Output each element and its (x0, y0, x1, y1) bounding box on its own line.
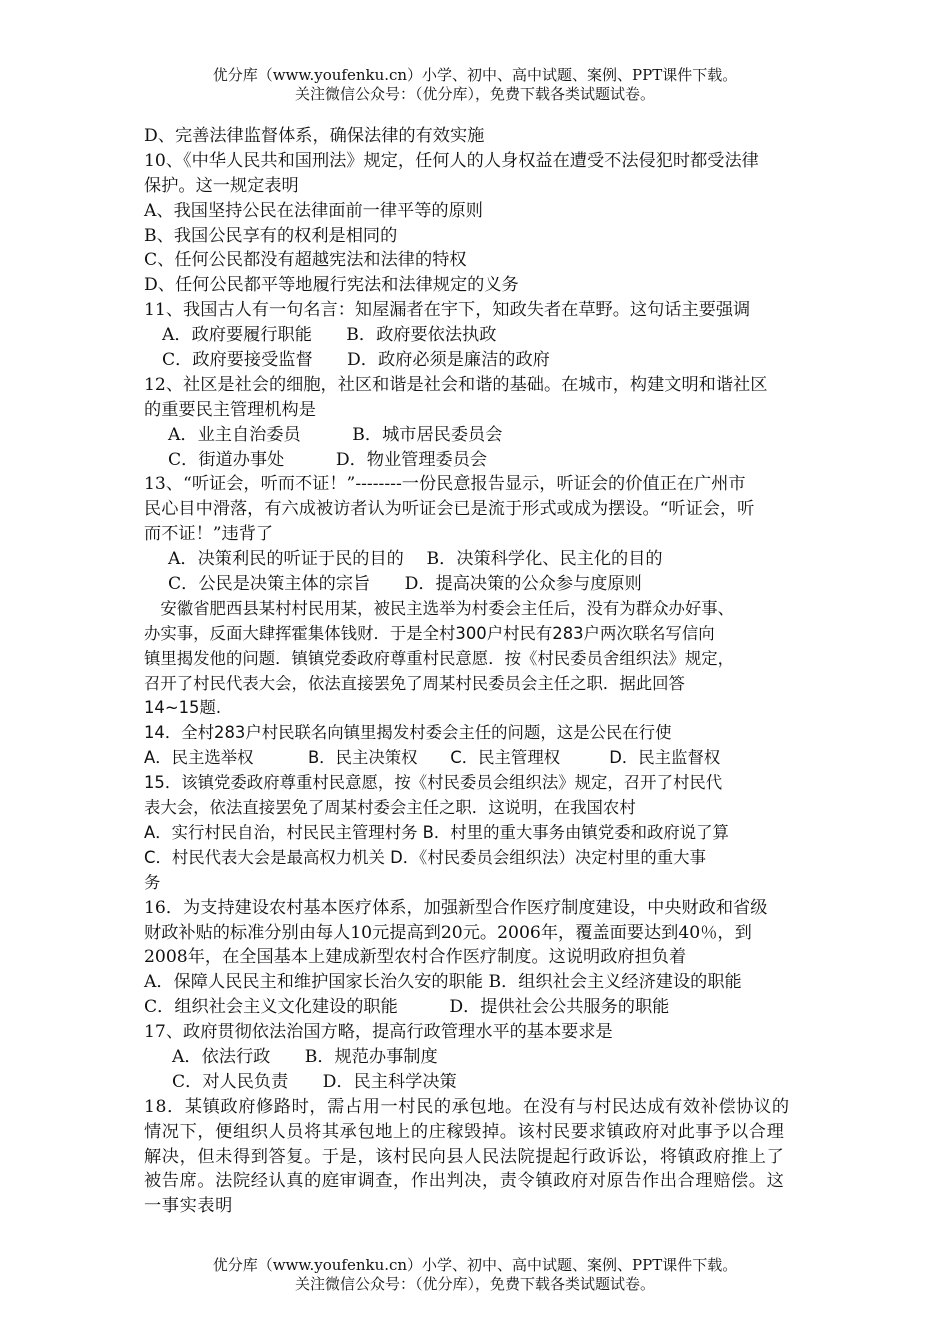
text-line: 保护。这一规定表明 (144, 175, 299, 196)
question-16: 16．为支持建设农村基本医疗体系，加强新型合作医疗制度建设，中央财政和省级 (144, 897, 768, 918)
option-line: D、任何公民都平等地履行宪法和法律规定的义务 (144, 275, 519, 296)
option-line: A、我国坚持公民在法律面前一律平等的原则 (144, 200, 483, 221)
text-line: 一事实表明 (144, 1196, 233, 1217)
question-15: 15．该镇党委政府尊重村民意愿，按《村民委员会组织法》规定，召开了村民代 (144, 773, 723, 793)
option-line: A．依法行政 B．规范办事制度 (172, 1046, 438, 1067)
question-11: 11、我国古人有一句名言：知屋漏者在宇下，知政失者在草野。这句话主要强调 (144, 300, 751, 321)
option-line: A．业主自治委员 B．城市居民委员会 (168, 424, 503, 445)
passage-line: 镇里揭发他的问题．镇镇党委政府尊重村民意愿．按《村民委员舍组织法》规定， (144, 648, 735, 668)
question-14: 14．全村283户村民联名向镇里揭发村委会主任的问题，这是公民在行使 (144, 723, 672, 743)
footer-line-1: 优分库（www.youfenku.cn）小学、初中、高中试题、案例、PPT课件下载。 (212, 1256, 738, 1274)
header-line-1: 优分库（www.youfenku.cn）小学、初中、高中试题、案例、PPT课件下载。 (212, 66, 738, 84)
option-line: C．街道办事处 D．物业管理委员会 (168, 449, 488, 470)
text-line: 务 (144, 872, 161, 892)
passage-line: 办实事，反面大肆挥霍集体钱财．于是全村300户村民有283户两次联名写信向 (144, 623, 715, 643)
page-header (0, 66, 950, 104)
question-13: 13、“听证会，听而不证！”--------一份民意报告显示，听证会的价值正在广州市 (144, 474, 746, 495)
text-line: 2008年，在全国基本上建成新型农村合作医疗制度。这说明政府担负着 (144, 947, 687, 968)
text-line: 被告席。法院经认真的庭审调查，作出判决，责令镇政府对原告作出合理赔偿。这 (144, 1171, 785, 1192)
text-line: 的重要民主管理机构是 (144, 399, 316, 420)
option-line: C．政府要接受监督 D．政府必须是廉洁的政府 (162, 350, 550, 371)
option-line: B、我国公民享有的权利是相同的 (144, 225, 398, 246)
header-line-2: 关注微信公众号：（优分库），免费下载各类试题试卷。 (294, 85, 655, 103)
option-line: A．政府要履行职能 B．政府要依法执政 (162, 325, 497, 346)
text-line: D、完善法律监督体系，确保法律的有效实施 (144, 126, 485, 146)
document-body (144, 124, 844, 1219)
text-line: 情况下，便组织人员将其承包地上的庄稼毁掉。该村民要求镇政府对此事予以合理 (144, 1121, 785, 1142)
option-line: A．实行村民自治，村民民主管理村务 B．村里的重大事务由镇党委和政府说了算 (144, 822, 729, 842)
text-line: 民心目中滑落，有六成被访者认为听证会已是流于形式或成为摆设。“听证会，听 (144, 499, 755, 520)
footer-line-2: 关注微信公众号：（优分库），免费下载各类试题试卷。 (294, 1275, 655, 1293)
passage-line: 安徽省肥西县某村村民用某，被民主选举为村委会主任后，没有为群众办好事、 (144, 598, 735, 618)
page-footer (0, 1256, 950, 1294)
question-10: 10、《中华人民共和国刑法》规定，任何人的人身权益在遭受不法侵犯时都受法律 (144, 150, 759, 171)
option-line: C．公民是决策主体的宗旨 D．提高决策的公众参与度原则 (168, 574, 642, 595)
text-line: 财政补贴的标准分别由每人10元提高到20元。2006年，覆盖面要达到40％，到 (144, 922, 752, 943)
option-line: C．村民代表大会是最高权力机关 D．《村民委员会组织法）决定村里的重大事 (144, 847, 706, 867)
text-line: 解决，但未得到答复。于是，该村民向县人民法院提起行政诉讼，将镇政府推上了 (144, 1146, 785, 1167)
option-line: C．对人民负责 D．民主科学决策 (172, 1071, 457, 1092)
option-line: A．民主选举权 B．民主决策权 C．民主管理权 D．民主监督权 (144, 748, 721, 768)
option-line: C．组织社会主义文化建设的职能 D．提供社会公共服务的职能 (144, 997, 670, 1018)
option-line: A．决策利民的听证于民的目的 B．决策科学化、民主化的目的 (168, 549, 663, 570)
question-17: 17、政府贯彻依法治国方略，提高行政管理水平的基本要求是 (144, 1022, 613, 1043)
text-line: 表大会，依法直接罢免了周某村委会主任之职．这说明，在我国农村 (144, 798, 636, 818)
passage-line: 14~15题. (144, 698, 222, 718)
option-line: A．保障人民民主和维护国家长治久安的职能 B．组织社会主义经济建设的职能 (144, 972, 742, 993)
text-line: 而不证！”违背了 (144, 524, 274, 545)
option-line: C、任何公民都没有超越宪法和法律的特权 (144, 250, 467, 271)
passage-line: 召开了村民代表大会，依法直接罢免了周某村民委员会主任之职．据此回答 (144, 673, 685, 693)
question-12: 12、社区是社会的细胞，社区和谐是社会和谐的基础。在城市，构建文明和谐社区 (144, 374, 768, 395)
question-18: 18．某镇政府修路时，需占用一村民的承包地。在没有与村民达成有效补偿协议的 (144, 1096, 790, 1117)
